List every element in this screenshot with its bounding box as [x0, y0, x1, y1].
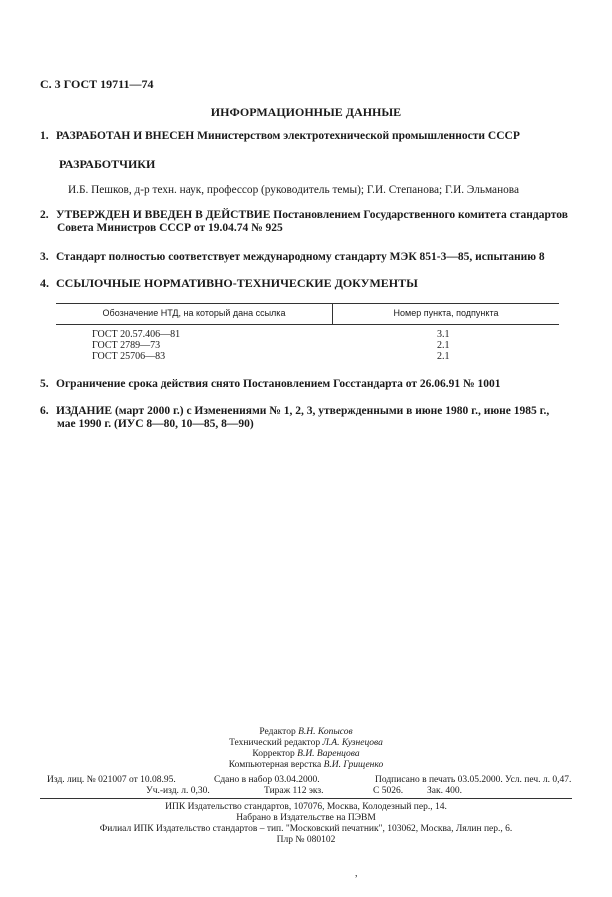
item-approved-continuation: Совета Министров СССР от 19.04.74 № 925 — [57, 222, 283, 234]
sent-to-set: Сдано в набор 03.04.2000. — [214, 775, 320, 785]
signed-for-print: Подписано в печать 03.05.2000. — [375, 775, 503, 785]
table-header-point: Номер пункта, подпункта — [393, 308, 499, 318]
item-text: Ограничение срока действия снято Постановлением Госстандарта от 26.06.91 № 1001 — [56, 378, 501, 390]
item-approved — [40, 208, 568, 223]
imprint-divider — [40, 798, 572, 799]
item-developed — [40, 129, 520, 144]
editor-label: Редактор — [259, 727, 299, 737]
table-header-rule — [56, 324, 559, 325]
item-number: 5. — [40, 378, 49, 390]
corrector-name: В.И. Варенцова — [297, 749, 360, 759]
item-number: 1. — [40, 130, 49, 142]
item-number: 4. — [40, 276, 49, 290]
item-references — [40, 276, 418, 291]
item-number: 2. — [40, 209, 49, 221]
circulation: Тираж 112 экз. — [264, 786, 324, 796]
table-cell-point: 2.1 — [437, 340, 450, 351]
plr-number: Плр № 080102 — [276, 835, 336, 845]
developers-names: И.Б. Пешков, д-р техн. наук, профессор (руководитель темы); Г.И. Степанова; Г.И. Эльманова — [68, 184, 519, 196]
table-top-rule — [56, 303, 559, 304]
table-header-document: Обозначение НТД, на который дана ссылка — [102, 308, 286, 318]
corrector-line — [0, 749, 612, 760]
item-heading: ССЫЛОЧНЫЕ НОРМАТИВНО-ТЕХНИЧЕСКИЕ ДОКУМЕНТЫ — [56, 276, 418, 290]
table-cell-document: ГОСТ 25706—83 — [92, 351, 166, 362]
corrector-label: Корректор — [252, 749, 298, 759]
item-text: (март 2000 г.) с Изменениями № 1, 2, 3, утвержденными в июне 1980 г., июне 1985 г., — [112, 405, 550, 417]
item-heading: РАЗРАБОТАН И ВНЕСЕН — [56, 130, 195, 142]
table-cell-point: 3.1 — [437, 329, 450, 340]
code: С 5026. — [373, 786, 404, 796]
item-edition-continuation: мае 1990 г. (ИУС 8—80, 10—85, 8—90) — [57, 418, 254, 430]
order-number: Зак. 400. — [427, 786, 462, 796]
layout-line — [0, 760, 612, 771]
editor-line — [0, 727, 612, 738]
tech-editor-name: Л.А. Кузнецова — [322, 738, 383, 748]
table-cell-document: ГОСТ 2789—73 — [92, 340, 161, 351]
item-heading: УТВЕРЖДЕН И ВВЕДЕН В ДЕЙСТВИЕ — [56, 209, 271, 221]
tech-editor-label: Технический редактор — [229, 738, 323, 748]
license: Изд. лиц. № 021007 от 10.08.95. — [47, 775, 176, 785]
item-heading: ИЗДАНИЕ — [56, 405, 113, 417]
publishing-sheets: Уч.-изд. л. 0,30. — [146, 786, 210, 796]
item-number: 6. — [40, 405, 49, 417]
item-text: Министерством электротехнической промышленности СССР — [194, 130, 520, 142]
item-term-limit — [40, 377, 500, 392]
layout-name: В.И. Грищенко — [323, 760, 384, 770]
print-speck: , — [355, 868, 358, 879]
table-cell-point: 2.1 — [437, 351, 450, 362]
print-sheets: Усл. печ. л. 0,47. — [505, 775, 572, 785]
table-cell-document: ГОСТ 20.57.406—81 — [92, 329, 181, 340]
page-header: С. 3 ГОСТ 19711—74 — [40, 77, 154, 91]
branch-address: Филиал ИПК Издательство стандартов – тип. "Московский печатник", 103062, Москва, Лялин пер., 6. — [99, 824, 513, 834]
table-row — [56, 340, 559, 351]
typeset-note: Набрано в Издательстве на ПЭВМ — [236, 813, 376, 823]
item-conformity — [40, 250, 545, 265]
editor-name: В.Н. Копысов — [298, 727, 353, 737]
publisher-address: ИПК Издательство стандартов, 107076, Москва, Колодезный пер., 14. — [165, 802, 447, 812]
developers-label: РАЗРАБОТЧИКИ — [59, 157, 156, 171]
item-text: Постановлением Государственного комитета стандартов — [270, 209, 568, 221]
table-row — [56, 329, 559, 340]
item-edition — [40, 404, 549, 419]
table-row — [56, 351, 559, 362]
layout-label: Компьютерная верстка — [228, 760, 324, 770]
section-title: ИНФОРМАЦИОННЫЕ ДАННЫЕ — [210, 105, 402, 119]
tech-editor-line — [0, 738, 612, 749]
item-text: Стандарт полностью соответствует международному стандарту МЭК 851-3—85, испытанию 8 — [56, 251, 545, 263]
item-number: 3. — [40, 251, 49, 263]
